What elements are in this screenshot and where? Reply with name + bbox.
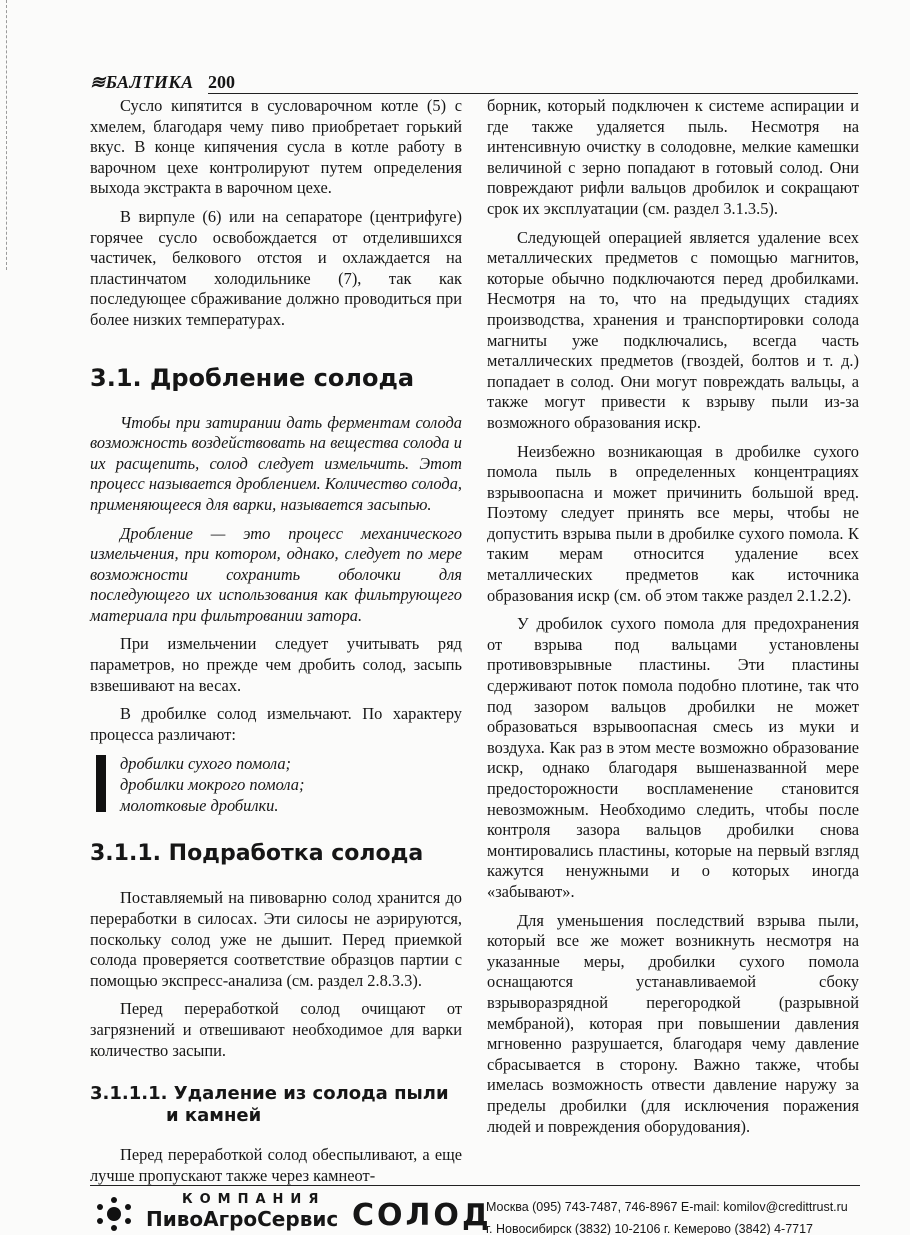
list-item: дробилки сухого помола; (120, 754, 291, 774)
paragraph-stone-separator: борник, который подключен к системе аспирации и где также удаляется пыль. Несмотря на интенсивную очистку в солодовне, мелкие камешки величиной с зерно попадают в готовый солод. Они повреждают рифли вальцов дробилок и сокращают срок их эксплуатации (см. раздел 3.1.3.5). (487, 96, 859, 218)
paragraph-explosion-plates: У дробилок сухого помола для предохранения от взрыва под вальцами установлены противовзрывные пластины. Эти пластины сдерживают поток помола подобно плотине, так что под зазором вальцов дробилки не может образоваться взрывоопасная смесь из муки и воздуха. Как раз в этом месте возможно образование искр, однако благодаря вышеназванной мере предосторожности воспламенение становится невозможным. Необходимо следить, чтобы после контроля зазора вальцов дробилки снова монтировались пластины, которые на первый взгляд кажутся ненужными и о которых иногда «забывают». (487, 614, 859, 901)
list-marker-bar (96, 755, 106, 812)
paragraph-magnets: Следующей операцией является удаление всех металлических предметов с помощью магнитов, которые обычно подключаются перед дробилками. Несмотря на то, что на предыдущих стадиях производства, хранения и транспортировки солода магниты уже подключались, всегда часть металлических предметов (гвоздей, болтов и т. д.) попадает в солод. Они могут повреждать вальцы, а также могут привести к взрыву пыли из-за возможного образования искр. (487, 227, 859, 432)
paragraph-dedusting: Перед переработкой солод обеспыливают, а еще лучше пропускают также через камнеот- (90, 1145, 462, 1185)
paragraph-dust-explosion: Неизбежно возникающая в дробилке сухого помола пыль в определенных концентрациях взрывоопасна и может причинить большой вред. Поэтому следует принять все меры, чтобы не допустить взрыва пыли в дробилке сухого помола. К таким мерам относится удаление всех металлических предметов как источника образования искр (см. об этом также раздел 2.1.2.2). (487, 441, 859, 605)
right-column (487, 96, 859, 1145)
subsubsection-title (90, 1083, 462, 1127)
paragraph-rupture-membrane: Для уменьшения последствий взрыва пыли, который все же может возникнуть несмотря на указанные меры, дробилки сухого помола оснащаются устанавливаемой сбоку взрыворазрядной перегородкой (разрывной мембраной), которая при повышении давления мгновенно разрушается, благодаря чему давление сбрасывается в сторону. Важно также, чтобы имелась возможность отвести давление наружу за пределы дробилки (для исключения поражения людей и повреждения оборудования). (487, 910, 859, 1136)
subsection-title: 3.1.1. Подработка солода (90, 841, 424, 867)
left-column (90, 96, 462, 1194)
paragraph-wort-boiling: Сусло кипятится в сусловарочном котле (5) с хмелем, благодаря чему пиво приобретает горький вкус. В конце кипячения сусла в котле работу в варочном цехе контролируют путем определения выхода экстракта в варочном цехе. (90, 96, 462, 198)
section-title: 3.1. Дробление солода (90, 363, 415, 392)
subsubsection-title-line1: Удаление из солода пыли (173, 1083, 449, 1105)
company-label: КОМПАНИЯ (182, 1192, 326, 1207)
paragraph-whirlpool: В вирпуле (6) или на сепараторе (центрифуге) горячее сусло освобождается от отделившихся частичек, белкового отстоя и охлаждается на пластинчатом холодильнике (7), так как последующее сбраживание должно проводиться при более низких температурах. (90, 206, 462, 329)
company-logo-icon (94, 1196, 134, 1232)
binding-edge-line (6, 0, 7, 270)
subsubsection-number: 3.1.1.1. (90, 1083, 168, 1105)
paragraph-cleaning: Перед переработкой солод очищают от загрязнений и отвешивают необходимое для варки количество засыпи. (90, 999, 462, 1060)
page-footer-advertisement (90, 1185, 860, 1235)
paragraph-crusher-types-intro: В дробилке солод измельчают. По характеру процесса различают: (90, 704, 462, 744)
contact-info-line1: Москва (095) 743-7487, 746-8967 E-mail: komilov@credittrust.ru (486, 1200, 848, 1214)
intro-italic-paragraph-2: Дробление — это процесс механического измельчения, при котором, однако, следует по мере возможности сохранить оболочки для последующего их использования как фильтрующего материала при фильтровании затора. (90, 523, 462, 625)
running-head-brand: ≋БАЛТИКА (90, 72, 194, 92)
page-header (90, 72, 858, 94)
company-name: ПивоАгроСервис (146, 1207, 339, 1231)
intro-italic-paragraph-1: Чтобы при затирании дать ферментам солода возможность воздействовать на вещества солода и их расщепить, солод следует измельчить. Этот процесс называется дроблением. Количество солода, применяющееся для варки, называется засыпью. (90, 412, 462, 514)
subsubsection-title-line2: и камней (166, 1105, 262, 1127)
paragraph-weighing: При измельчении следует учитывать ряд параметров, но прежде чем дробить солод, засыпь взвешивают на весах. (90, 634, 462, 695)
crusher-types-list (90, 753, 462, 816)
paragraph-malt-storage: Поставляемый на пивоварню солод хранится до переработки в силосах. Эти силосы не аэрируются, поскольку солод уже не дышит. Перед приемкой солода проверяется соответствие образцов партии с помощью экспресс-анализа (см. раздел 2.8.3.3). (90, 888, 462, 990)
product-name: СОЛОД (352, 1198, 492, 1233)
list-item: дробилки мокрого помола; (120, 775, 305, 795)
contact-info-line2: г. Новосибирск (3832) 10-2106 г. Кемерово (3842) 4-7717 (486, 1222, 813, 1235)
header-rule (208, 93, 858, 94)
list-item: молотковые дробилки. (120, 796, 279, 816)
page-number: 200 (208, 72, 235, 92)
